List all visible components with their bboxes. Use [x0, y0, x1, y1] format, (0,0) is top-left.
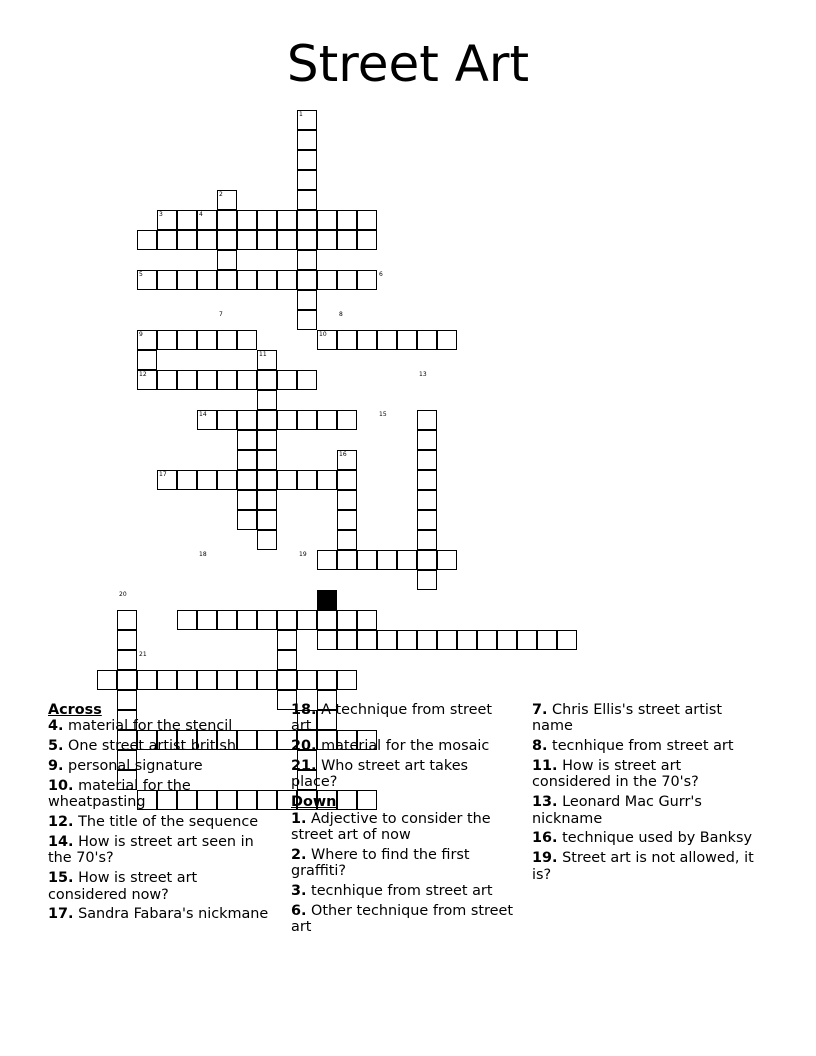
grid-cell[interactable]	[357, 270, 377, 290]
grid-cell[interactable]	[337, 490, 357, 510]
clue-number-label: 7.	[532, 702, 548, 718]
grid-cell[interactable]	[337, 210, 357, 230]
grid-cell[interactable]	[297, 610, 317, 630]
grid-cell[interactable]	[237, 490, 257, 510]
down-clue-list-continued	[532, 702, 760, 883]
grid-cell[interactable]	[417, 550, 437, 570]
grid-cell[interactable]	[317, 670, 337, 690]
grid-cell[interactable]	[417, 630, 437, 650]
puzzle-title: Street Art	[286, 35, 530, 93]
grid-cell[interactable]	[297, 290, 317, 310]
grid-cell[interactable]	[317, 410, 337, 430]
grid-cell[interactable]	[217, 370, 237, 390]
grid-cell[interactable]	[297, 670, 317, 690]
grid-cell[interactable]	[497, 630, 517, 650]
grid-cell[interactable]	[317, 470, 337, 490]
clue-number-label: 11.	[532, 758, 558, 775]
grid-cell[interactable]	[417, 330, 437, 350]
grid-cell[interactable]	[337, 530, 357, 550]
clue-number-label: 3.	[291, 882, 307, 899]
grid-cell[interactable]	[377, 630, 397, 650]
grid-cell[interactable]	[97, 670, 117, 690]
grid-cell[interactable]	[297, 370, 317, 390]
down-clue-list	[291, 811, 513, 936]
grid-cell[interactable]	[437, 550, 457, 570]
clue-text: A technique from street art	[291, 702, 492, 735]
clue	[48, 870, 276, 903]
clue-number: 20	[119, 591, 127, 598]
grid-cell[interactable]	[317, 610, 337, 630]
clue-number-label: 16.	[532, 830, 558, 847]
grid-cell[interactable]	[277, 470, 297, 490]
grid-cell[interactable]	[297, 410, 317, 430]
grid-cell[interactable]	[417, 410, 437, 430]
clue-text: Other technique from street art	[291, 902, 513, 936]
clue	[291, 847, 513, 880]
grid-cell[interactable]	[397, 330, 417, 350]
grid-cell[interactable]	[277, 270, 297, 290]
grid-cell[interactable]	[337, 630, 357, 650]
grid-cell[interactable]	[257, 610, 277, 630]
clue-number-label: 14.	[48, 834, 74, 851]
clue-number: 4	[199, 211, 203, 218]
grid-cell[interactable]	[157, 330, 177, 350]
grid-cell[interactable]	[237, 410, 257, 430]
grid-cell[interactable]	[237, 450, 257, 470]
grid-cell[interactable]	[257, 510, 277, 530]
grid-cell[interactable]	[237, 230, 257, 250]
clue	[48, 758, 276, 774]
clue-number: 11	[259, 351, 267, 358]
grid-cell[interactable]	[217, 210, 237, 230]
grid-cell[interactable]	[257, 530, 277, 550]
grid-cell[interactable]	[277, 610, 297, 630]
grid-cell[interactable]	[417, 430, 437, 450]
clue-text: material for the stencil	[63, 718, 233, 735]
grid-cell[interactable]	[397, 630, 417, 650]
grid-cell[interactable]	[197, 370, 217, 390]
grid-cell[interactable]	[217, 470, 237, 490]
clue-text: The title of the sequence	[73, 814, 259, 831]
grid-cell[interactable]	[337, 470, 357, 490]
grid-cell[interactable]	[237, 510, 257, 530]
grid-cell[interactable]	[357, 610, 377, 630]
grid-cell[interactable]	[377, 330, 397, 350]
grid-cell[interactable]	[197, 270, 217, 290]
grid-cell[interactable]	[317, 230, 337, 250]
grid-cell[interactable]	[457, 630, 477, 650]
clue-number: 1	[299, 111, 303, 118]
clue-number: 10	[319, 331, 327, 338]
grid-cell[interactable]	[257, 430, 277, 450]
clue-number: 21	[139, 651, 147, 658]
grid-cell[interactable]	[357, 330, 377, 350]
grid-cell[interactable]	[417, 570, 437, 590]
clue-number: 6	[379, 271, 383, 278]
grid-cell[interactable]	[117, 630, 137, 650]
grid-cell[interactable]	[317, 550, 337, 570]
grid-cell[interactable]	[257, 670, 277, 690]
grid-cell[interactable]	[217, 250, 237, 270]
grid-cell[interactable]	[297, 250, 317, 270]
clue	[532, 758, 760, 791]
grid-cell[interactable]	[177, 670, 197, 690]
grid-cell[interactable]	[257, 490, 277, 510]
grid-cell[interactable]	[557, 630, 577, 650]
clue-number: 13	[419, 371, 427, 378]
grid-cell[interactable]	[357, 230, 377, 250]
grid-cell[interactable]	[137, 230, 157, 250]
grid-cell[interactable]	[177, 210, 197, 230]
grid-cell[interactable]	[117, 670, 137, 690]
down-heading: Down	[291, 794, 337, 811]
grid-cell[interactable]	[477, 630, 497, 650]
grid-cell[interactable]	[437, 630, 457, 650]
grid-cell[interactable]	[277, 630, 297, 650]
clue-number: 16	[339, 451, 347, 458]
grid-cell[interactable]	[217, 410, 237, 430]
grid-cell[interactable]	[257, 390, 277, 410]
grid-cell[interactable]	[177, 330, 197, 350]
clue-number: 14	[199, 411, 207, 418]
grid-cell[interactable]	[297, 150, 317, 170]
clue-number-label: 18.	[291, 702, 317, 718]
clue-number: 2	[219, 191, 223, 198]
grid-cell[interactable]	[137, 350, 157, 370]
clue-column-1	[48, 702, 276, 926]
grid-cell[interactable]	[117, 610, 137, 630]
clue-number-label: 5.	[48, 738, 64, 755]
grid-cell[interactable]	[277, 370, 297, 390]
grid-cell[interactable]	[217, 670, 237, 690]
clue-text: material for the mosaic	[316, 738, 490, 755]
clue-number: 7	[219, 311, 223, 318]
clue	[48, 718, 276, 734]
grid-cell[interactable]	[437, 330, 457, 350]
clue-number: 15	[379, 411, 387, 418]
clue-column-2	[291, 702, 513, 939]
grid-cell[interactable]	[277, 670, 297, 690]
grid-cell[interactable]	[197, 470, 217, 490]
grid-cell[interactable]	[297, 130, 317, 150]
clue-number: 19	[299, 551, 307, 558]
grid-cell[interactable]	[237, 430, 257, 450]
clue-number-label: 2.	[291, 846, 307, 863]
clue-text: Street art is not allowed, it is?	[532, 850, 754, 883]
grid-cell[interactable]	[137, 670, 157, 690]
grid-cell[interactable]	[237, 210, 257, 230]
grid-cell[interactable]	[177, 230, 197, 250]
grid-cell[interactable]	[517, 630, 537, 650]
clue-text: How is street art seen in the 70's?	[48, 834, 254, 867]
clue	[532, 702, 760, 735]
clue	[48, 906, 276, 922]
clue-text: technique used by Banksy	[557, 830, 752, 847]
grid-cell[interactable]	[217, 330, 237, 350]
clue-number-label: 10.	[48, 777, 74, 794]
grid-cell[interactable]	[537, 630, 557, 650]
clue-text: How is street art considered now?	[48, 870, 198, 903]
clue-number-label: 1.	[291, 810, 307, 827]
grid-cell[interactable]	[417, 530, 437, 550]
grid-cell[interactable]	[157, 270, 177, 290]
grid-cell[interactable]	[277, 230, 297, 250]
grid-cell[interactable]	[237, 330, 257, 350]
grid-cell[interactable]	[317, 270, 337, 290]
clue-number: 3	[159, 211, 163, 218]
clue	[291, 738, 513, 754]
clue-number: 17	[159, 471, 167, 478]
grid-cell[interactable]	[297, 310, 317, 330]
clue-text: Adjective to consider the street art of now	[291, 810, 491, 843]
grid-cell[interactable]	[417, 490, 437, 510]
clue-text: tecnhique from street art	[547, 738, 734, 755]
grid-cell[interactable]	[237, 470, 257, 490]
clue-text: Chris Ellis's street artist name	[532, 702, 723, 735]
clue-number-label: 4.	[48, 718, 64, 735]
grid-cell[interactable]	[257, 270, 277, 290]
clue	[532, 794, 760, 827]
grid-cell[interactable]	[237, 670, 257, 690]
clue	[291, 702, 513, 735]
clue-text: Sandra Fabara's nickmane	[73, 906, 269, 923]
grid-cell[interactable]	[337, 610, 357, 630]
clue	[532, 850, 760, 883]
clue-text: Where to find the first graffiti?	[291, 846, 470, 880]
grid-cell[interactable]	[257, 410, 277, 430]
clue-text: personal signature	[63, 758, 203, 775]
clue-number-label: 20.	[291, 738, 317, 755]
grid-cell[interactable]	[337, 230, 357, 250]
clue-number-label: 15.	[48, 870, 74, 887]
grid-cell[interactable]	[337, 510, 357, 530]
grid-cell[interactable]	[117, 650, 137, 670]
grid-cell[interactable]	[297, 170, 317, 190]
grid-cell[interactable]	[237, 610, 257, 630]
clue-number-label: 13.	[532, 794, 558, 811]
grid-cell[interactable]	[417, 470, 437, 490]
grid-cell[interactable]	[337, 670, 357, 690]
grid-cell[interactable]	[237, 370, 257, 390]
clue-number-label: 19.	[532, 850, 558, 867]
across-heading: Across	[48, 702, 102, 718]
grid-cell[interactable]	[217, 230, 237, 250]
clue-number: 8	[339, 311, 343, 318]
grid-cell[interactable]	[417, 450, 437, 470]
grid-cell[interactable]	[257, 470, 277, 490]
clue	[291, 758, 513, 791]
grid-cell[interactable]	[297, 270, 317, 290]
clue-number: 12	[139, 371, 147, 378]
grid-cell[interactable]	[177, 370, 197, 390]
clue-number-label: 6.	[291, 902, 307, 919]
grid-cell[interactable]	[337, 410, 357, 430]
clue-text: One street artist british	[63, 738, 236, 755]
grid-cell[interactable]	[177, 470, 197, 490]
grid-cell[interactable]	[277, 650, 297, 670]
grid-cell[interactable]	[297, 190, 317, 210]
grid-cell[interactable]	[197, 330, 217, 350]
clue	[48, 778, 276, 811]
grid-cell[interactable]	[257, 210, 277, 230]
clue-column-3	[532, 702, 760, 887]
across-clue-list	[48, 718, 276, 922]
grid-cell[interactable]	[177, 270, 197, 290]
across-clue-list-continued	[291, 702, 513, 791]
clue	[48, 834, 276, 867]
clue	[48, 814, 276, 830]
clue-text: Leonard Mac Gurr's nickname	[532, 794, 702, 827]
grid-cell[interactable]	[337, 550, 357, 570]
clue	[291, 883, 513, 899]
grid-cell[interactable]	[317, 630, 337, 650]
grid-cell[interactable]	[357, 210, 377, 230]
grid-cell[interactable]	[197, 610, 217, 630]
grid-cell[interactable]	[157, 370, 177, 390]
clue-number-label: 8.	[532, 738, 548, 755]
clue-text: tecnhique from street art	[306, 882, 493, 899]
clue-text: Who street art takes place?	[291, 758, 469, 791]
grid-cell[interactable]	[157, 670, 177, 690]
clue-number: 18	[199, 551, 207, 558]
grid-cell[interactable]	[157, 230, 177, 250]
clue-number-label: 9.	[48, 758, 64, 775]
grid-block	[317, 590, 337, 610]
grid-cell[interactable]	[257, 370, 277, 390]
grid-cell[interactable]	[377, 550, 397, 570]
grid-cell[interactable]	[337, 270, 357, 290]
grid-cell[interactable]	[297, 470, 317, 490]
grid-cell[interactable]	[197, 230, 217, 250]
grid-cell[interactable]	[257, 230, 277, 250]
grid-cell[interactable]	[297, 230, 317, 250]
clue	[532, 738, 760, 754]
grid-cell[interactable]	[397, 550, 417, 570]
clue	[291, 811, 513, 844]
clue-number-label: 21.	[291, 758, 317, 775]
clue	[532, 830, 760, 846]
grid-cell[interactable]	[357, 550, 377, 570]
clue-number-label: 12.	[48, 814, 74, 831]
grid-cell[interactable]	[217, 270, 237, 290]
grid-cell[interactable]	[257, 450, 277, 470]
clue-number: 9	[139, 331, 143, 338]
clue-number: 5	[139, 271, 143, 278]
grid-cell[interactable]	[237, 270, 257, 290]
clue	[291, 903, 513, 936]
grid-cell[interactable]	[217, 610, 237, 630]
grid-cell[interactable]	[277, 210, 297, 230]
grid-cell[interactable]	[177, 610, 197, 630]
grid-cell[interactable]	[197, 670, 217, 690]
clue	[48, 738, 276, 754]
grid-cell[interactable]	[337, 330, 357, 350]
grid-cell[interactable]	[357, 630, 377, 650]
clue-text: How is street art considered in the 70's?	[532, 758, 699, 791]
grid-cell[interactable]	[417, 510, 437, 530]
clue-text: material for the wheatpasting	[48, 777, 191, 811]
clue-number-label: 17.	[48, 906, 74, 923]
grid-cell[interactable]	[317, 210, 337, 230]
grid-cell[interactable]	[297, 210, 317, 230]
grid-cell[interactable]	[277, 410, 297, 430]
